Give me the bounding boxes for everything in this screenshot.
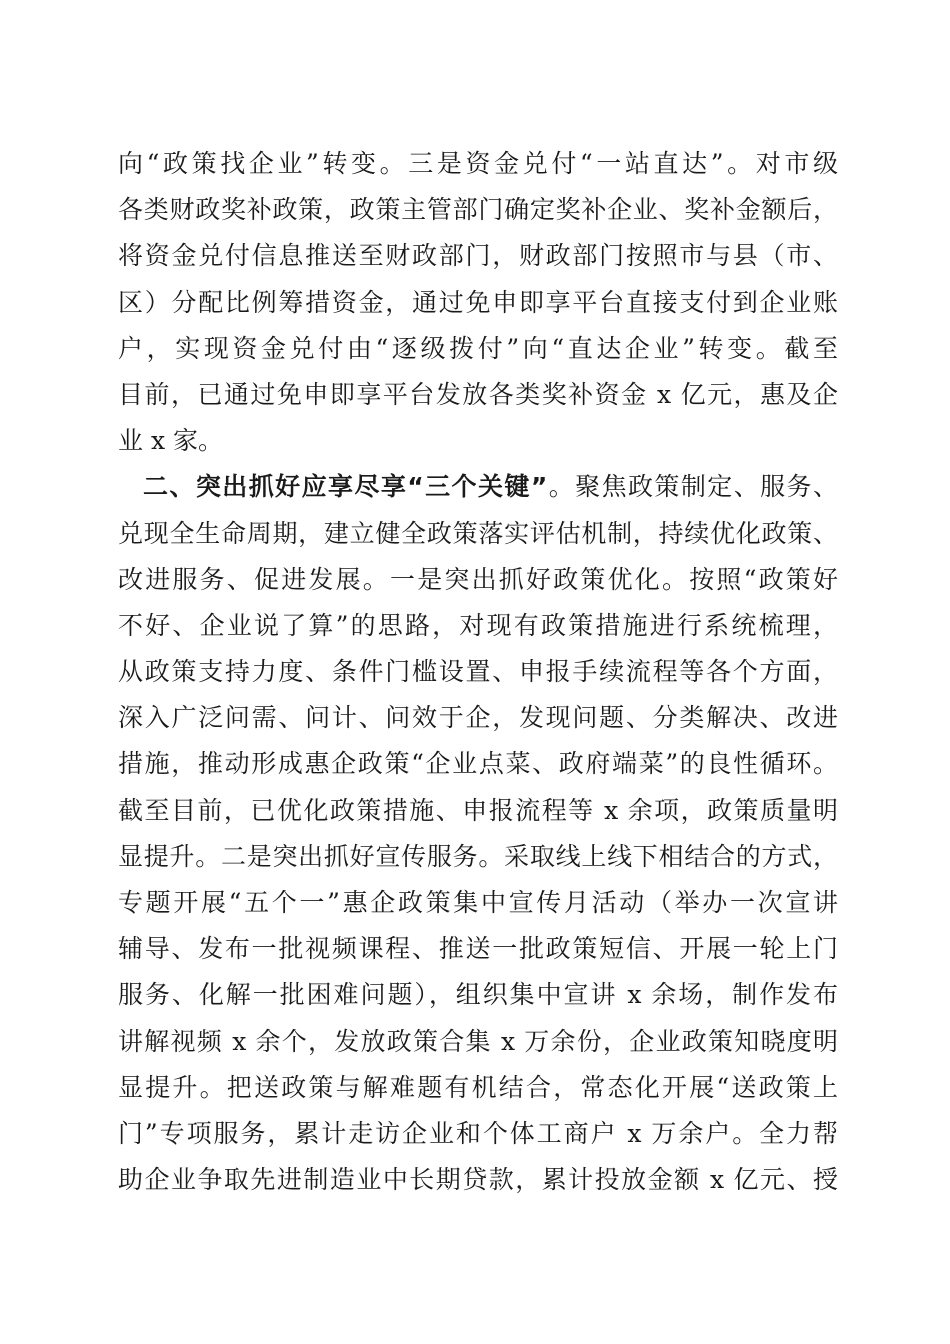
- text-line: 业 x 家。: [118, 426, 223, 456]
- text-line: 显提升。把送政策与解难题有机结合，常态化开展“送政策上: [118, 1072, 838, 1102]
- text-line: 目前，已通过免申即享平台发放各类奖补资金 x 亿元，惠及企: [118, 379, 838, 409]
- text-line: 辅导、发布一批视频课程、推送一批政策短信、开展一轮上门: [118, 934, 838, 964]
- text-line: 各类财政奖补政策，政策主管部门确定奖补企业、奖补金额后，: [118, 195, 838, 225]
- text-line: 将资金兑付信息推送至财政部门，财政部门按照市与县（市、: [118, 241, 838, 271]
- text-line: 措施，推动形成惠企政策“企业点菜、政府端菜”的良性循环。: [118, 749, 838, 779]
- text-line: 助企业争取先进制造业中长期贷款，累计投放金额 x 亿元、授: [118, 1165, 838, 1195]
- paragraph-2: [118, 464, 838, 1203]
- text-line: 截至目前，已优化政策措施、申报流程等 x 余项，政策质量明: [118, 795, 838, 825]
- text-line: 门”专项服务，累计走访企业和个体工商户 x 万余户。全力帮: [118, 1118, 838, 1148]
- text-line: 显提升。二是突出抓好宣传服务。采取线上线下相结合的方式，: [118, 841, 838, 871]
- text-line: 户，实现资金兑付由“逐级拨付”向“直达企业”转变。截至: [118, 333, 838, 363]
- text-line: 服务、化解一批困难问题），组织集中宣讲 x 余场，制作发布: [118, 980, 838, 1010]
- heading-trailing-text: 。聚焦政策制定、服务、: [547, 472, 838, 502]
- text-line: 深入广泛问需、问计、问效于企，发现问题、分类解决、改进: [118, 703, 838, 733]
- text-line: 区）分配比例筹措资金，通过免申即享平台直接支付到企业账: [118, 287, 838, 317]
- paragraph-1: [118, 141, 838, 464]
- text-line: [118, 464, 838, 510]
- text-line: 不好、企业说了算”的思路，对现有政策措施进行系统梳理，: [118, 610, 838, 640]
- text-line: 讲解视频 x 余个，发放政策合集 x 万余份，企业政策知晓度明: [118, 1026, 838, 1056]
- text-line: 改进服务、促进发展。一是突出抓好政策优化。按照“政策好: [118, 564, 838, 594]
- text-line: 从政策支持力度、条件门槛设置、申报手续流程等各个方面，: [118, 657, 838, 687]
- text-line: 兑现全生命周期，建立健全政策落实评估机制，持续优化政策、: [118, 518, 838, 548]
- text-line: 专题开展“五个一”惠企政策集中宣传月活动（举办一次宣讲: [118, 888, 838, 917]
- text-line: 向“政策找企业”转变。三是资金兑付“一站直达”。对市级: [118, 149, 838, 178]
- section-heading: 二、突出抓好应享尽享“三个关键”: [143, 472, 548, 502]
- document-body: [118, 141, 838, 1203]
